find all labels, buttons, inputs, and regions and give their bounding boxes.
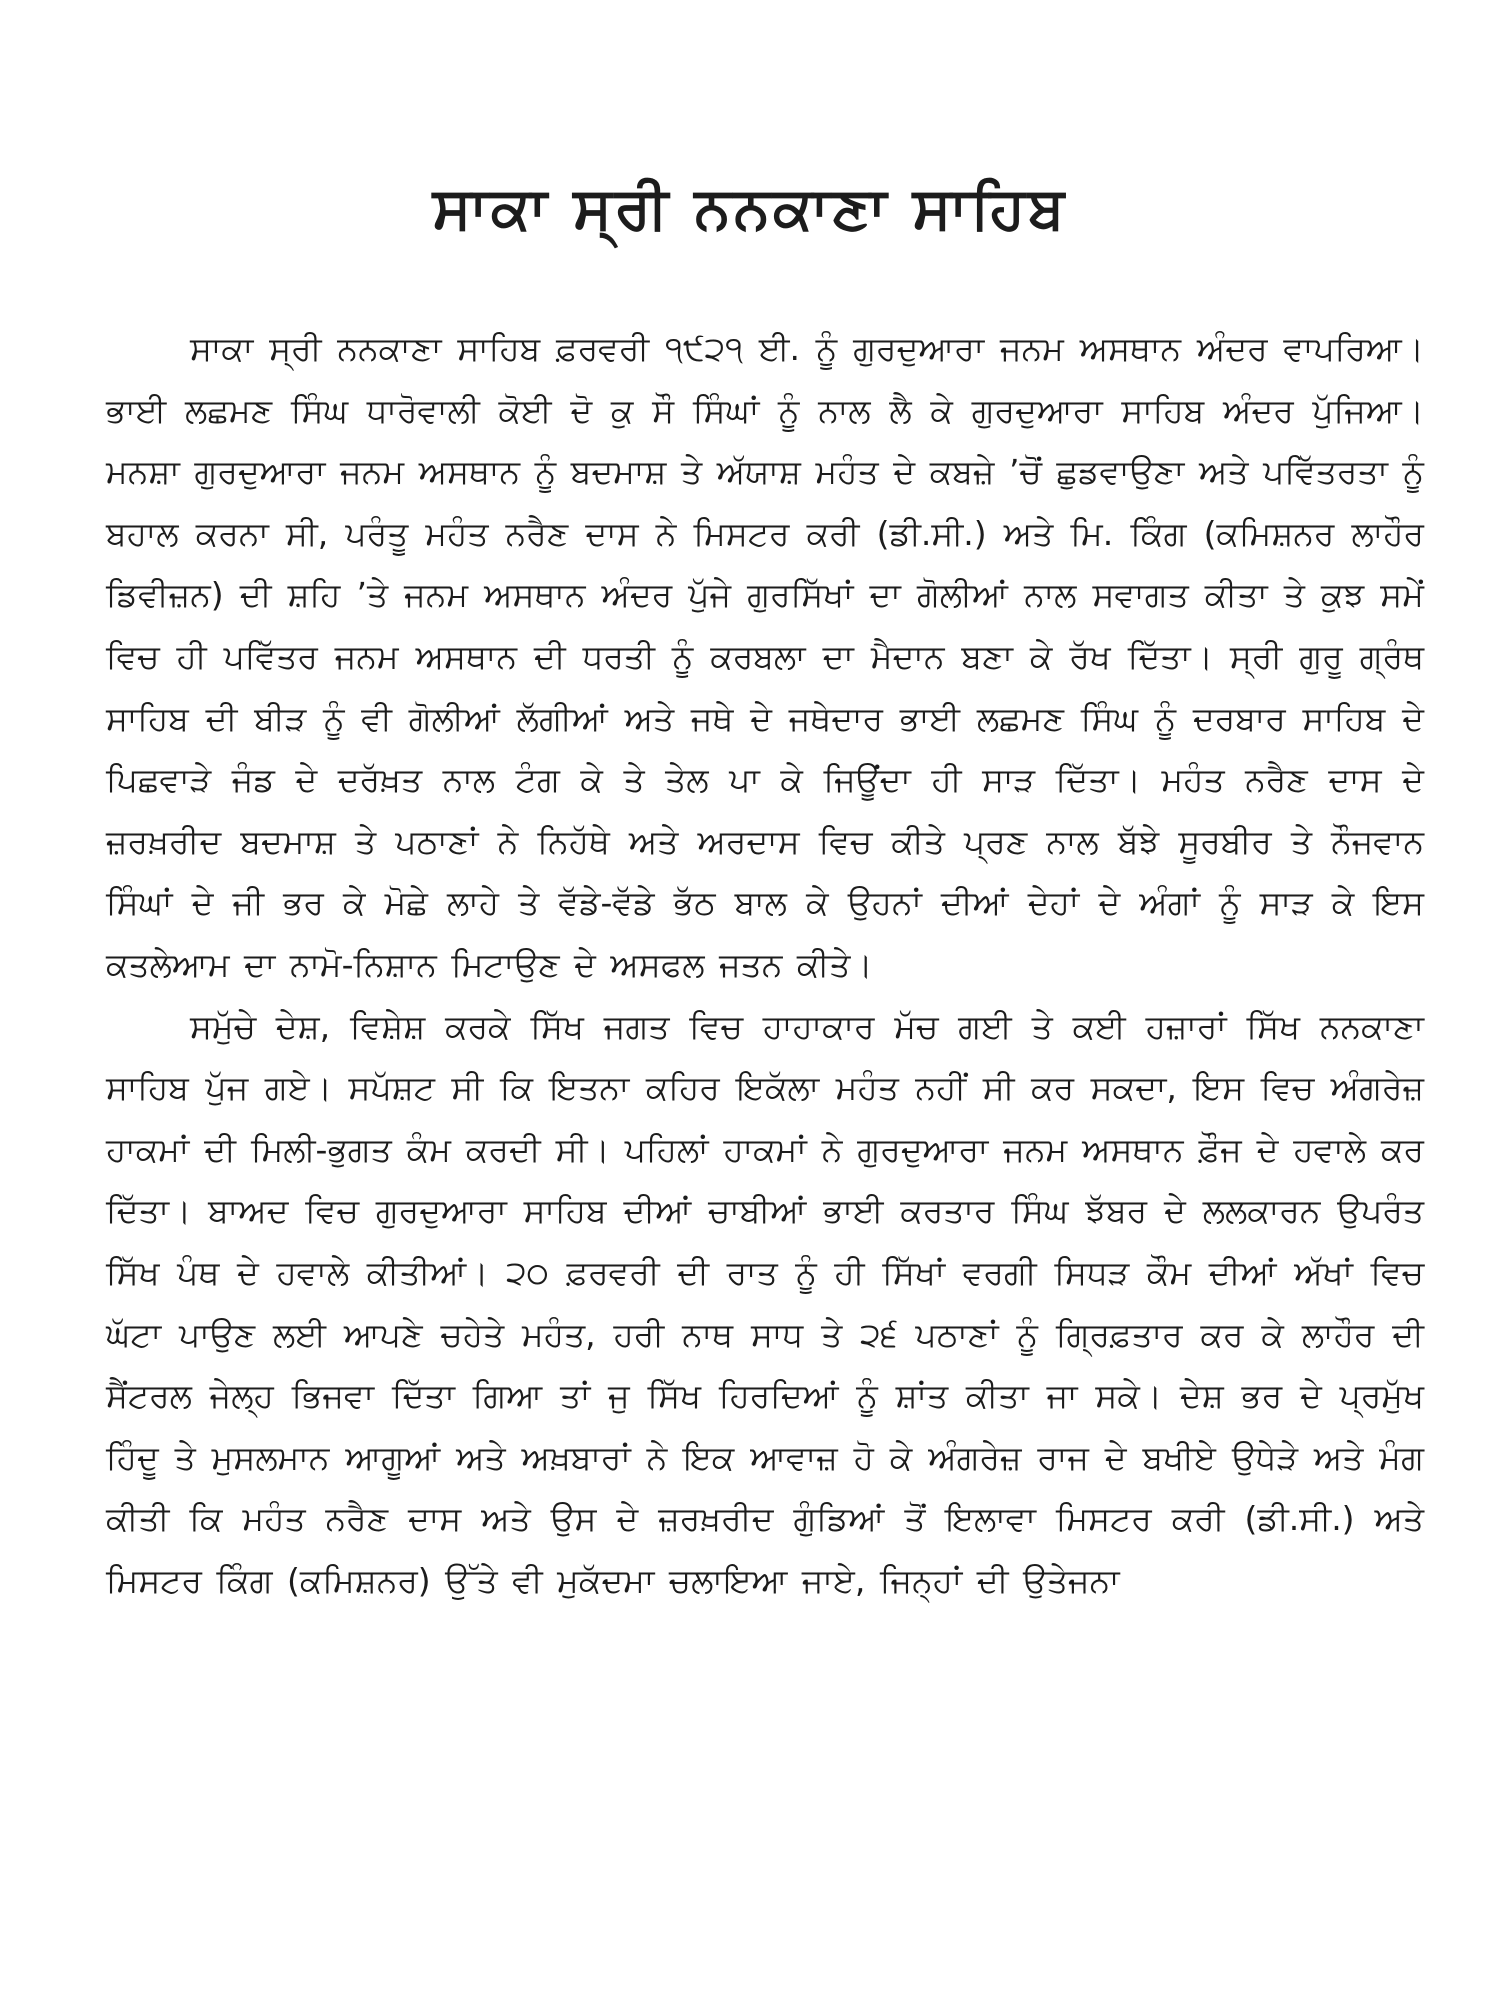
article-body	[106, 318, 1424, 1611]
page-title: ਸਾਕਾ ਸ੍ਰੀ ਨਨਕਾਣਾ ਸਾਹਿਬ	[432, 174, 1068, 242]
paragraph-1: ਸਾਕਾ ਸ੍ਰੀ ਨਨਕਾਣਾ ਸਾਹਿਬ ਫ਼ਰਵਰੀ ੧੯੨੧ ਈ. ਨੂੰ ਗੁਰਦੁਆਰਾ ਜਨਮ ਅਸਥਾਨ ਅੰਦਰ ਵਾਪਰਿਆ। ਭਾਈ ਲਛਮਣ ਸਿੰਘ ਧਾਰੋਵਾਲੀ ਕੋਈ ਦੋ ਕੁ ਸੌ ਸਿੰਘਾਂ ਨੂੰ ਨਾਲ ਲੈ ਕੇ ਗੁਰਦੁਆਰਾ ਸਾਹਿਬ ਅੰਦਰ ਪੁੱਜਿਆ। ਮਨਸ਼ਾ ਗੁਰਦੁਆਰਾ ਜਨਮ ਅਸਥਾਨ ਨੂੰ ਬਦਮਾਸ਼ ਤੇ ਅੱਯਾਸ਼ ਮਹੰਤ ਦੇ ਕਬਜ਼ੇ ’ਚੋਂ ਛੁਡਵਾਉਣਾ ਅਤੇ ਪਵਿੱਤਰਤਾ ਨੂੰ ਬਹਾਲ ਕਰਨਾ ਸੀ, ਪਰੰਤੂ ਮਹੰਤ ਨਰੈਣ ਦਾਸ ਨੇ ਮਿਸਟਰ ਕਰੀ (ਡੀ.ਸੀ.) ਅਤੇ ਮਿ. ਕਿੰਗ (ਕਮਿਸ਼ਨਰ ਲਾਹੌਰ ਡਿਵੀਜ਼ਨ) ਦੀ ਸ਼ਹਿ ’ਤੇ ਜਨਮ ਅਸਥਾਨ ਅੰਦਰ ਪੁੱਜੇ ਗੁਰਸਿੱਖਾਂ ਦਾ ਗੋਲੀਆਂ ਨਾਲ ਸਵਾਗਤ ਕੀਤਾ ਤੇ ਕੁਝ ਸਮੇਂ ਵਿਚ ਹੀ ਪਵਿੱਤਰ ਜਨਮ ਅਸਥਾਨ ਦੀ ਧਰਤੀ ਨੂੰ ਕਰਬਲਾ ਦਾ ਮੈਦਾਨ ਬਣਾ ਕੇ ਰੱਖ ਦਿੱਤਾ। ਸ੍ਰੀ ਗੁਰੂ ਗ੍ਰੰਥ ਸਾਹਿਬ ਦੀ ਬੀੜ ਨੂੰ ਵੀ ਗੋਲੀਆਂ ਲੱਗੀਆਂ ਅਤੇ ਜਥੇ ਦੇ ਜਥੇਦਾਰ ਭਾਈ ਲਛਮਣ ਸਿੰਘ ਨੂੰ ਦਰਬਾਰ ਸਾਹਿਬ ਦੇ ਪਿਛਵਾੜੇ ਜੰਡ ਦੇ ਦਰੱਖ਼ਤ ਨਾਲ ਟੰਗ ਕੇ ਤੇ ਤੇਲ ਪਾ ਕੇ ਜਿਊਂਦਾ ਹੀ ਸਾੜ ਦਿੱਤਾ। ਮਹੰਤ ਨਰੈਣ ਦਾਸ ਦੇ ਜ਼ਰਖ਼ਰੀਦ ਬਦਮਾਸ਼ ਤੇ ਪਠਾਣਾਂ ਨੇ ਨਿਹੱਥੇ ਅਤੇ ਅਰਦਾਸ ਵਿਚ ਕੀਤੇ ਪ੍ਰਣ ਨਾਲ ਬੱਝੇ ਸੂਰਬੀਰ ਤੇ ਨੌਜਵਾਨ ਸਿੰਘਾਂ ਦੇ ਜੀ ਭਰ ਕੇ ਮੋਛੇ ਲਾਹੇ ਤੇ ਵੱਡੇ-ਵੱਡੇ ਭੱਠ ਬਾਲ ਕੇ ਉਹਨਾਂ ਦੀਆਂ ਦੇਹਾਂ ਦੇ ਅੰਗਾਂ ਨੂੰ ਸਾੜ ਕੇ ਇਸ ਕਤਲੇਆਮ ਦਾ ਨਾਮੋ-ਨਿਸ਼ਾਨ ਮਿਟਾਉਣ ਦੇ ਅਸਫਲ ਜਤਨ ਕੀਤੇ।	[106, 329, 1424, 984]
paragraph-2: ਸਮੁੱਚੇ ਦੇਸ਼, ਵਿਸ਼ੇਸ਼ ਕਰਕੇ ਸਿੱਖ ਜਗਤ ਵਿਚ ਹਾਹਾਕਾਰ ਮੱਚ ਗਈ ਤੇ ਕਈ ਹਜ਼ਾਰਾਂ ਸਿੱਖ ਨਨਕਾਣਾ ਸਾਹਿਬ ਪੁੱਜ ਗਏ। ਸਪੱਸ਼ਟ ਸੀ ਕਿ ਇਤਨਾ ਕਹਿਰ ਇਕੱਲਾ ਮਹੰਤ ਨਹੀਂ ਸੀ ਕਰ ਸਕਦਾ, ਇਸ ਵਿਚ ਅੰਗਰੇਜ਼ ਹਾਕਮਾਂ ਦੀ ਮਿਲੀ-ਭੁਗਤ ਕੰਮ ਕਰਦੀ ਸੀ। ਪਹਿਲਾਂ ਹਾਕਮਾਂ ਨੇ ਗੁਰਦੁਆਰਾ ਜਨਮ ਅਸਥਾਨ ਫ਼ੌਜ ਦੇ ਹਵਾਲੇ ਕਰ ਦਿੱਤਾ। ਬਾਅਦ ਵਿਚ ਗੁਰਦੁਆਰਾ ਸਾਹਿਬ ਦੀਆਂ ਚਾਬੀਆਂ ਭਾਈ ਕਰਤਾਰ ਸਿੰਘ ਝੱਬਰ ਦੇ ਲਲਕਾਰਨ ਉਪਰੰਤ ਸਿੱਖ ਪੰਥ ਦੇ ਹਵਾਲੇ ਕੀਤੀਆਂ। ੨੦ ਫ਼ਰਵਰੀ ਦੀ ਰਾਤ ਨੂੰ ਹੀ ਸਿੱਖਾਂ ਵਰਗੀ ਸਿਧੜ ਕੌਮ ਦੀਆਂ ਅੱਖਾਂ ਵਿਚ ਘੱਟਾ ਪਾਉਣ ਲਈ ਆਪਣੇ ਚਹੇਤੇ ਮਹੰਤ, ਹਰੀ ਨਾਥ ਸਾਧ ਤੇ ੨੬ ਪਠਾਣਾਂ ਨੂੰ ਗ੍ਰਿਫ਼ਤਾਰ ਕਰ ਕੇ ਲਾਹੌਰ ਦੀ ਸੈਂਟਰਲ ਜੇਲ੍ਹ ਭਿਜਵਾ ਦਿੱਤਾ ਗਿਆ ਤਾਂ ਜੁ ਸਿੱਖ ਹਿਰਦਿਆਂ ਨੂੰ ਸ਼ਾਂਤ ਕੀਤਾ ਜਾ ਸਕੇ। ਦੇਸ਼ ਭਰ ਦੇ ਪ੍ਰਮੁੱਖ ਹਿੰਦੂ ਤੇ ਮੁਸਲਮਾਨ ਆਗੂਆਂ ਅਤੇ ਅਖ਼ਬਾਰਾਂ ਨੇ ਇਕ ਆਵਾਜ਼ ਹੋ ਕੇ ਅੰਗਰੇਜ਼ ਰਾਜ ਦੇ ਬਖੀਏ ਉਧੇੜੇ ਅਤੇ ਮੰਗ ਕੀਤੀ ਕਿ ਮਹੰਤ ਨਰੈਣ ਦਾਸ ਅਤੇ ਉਸ ਦੇ ਜ਼ਰਖ਼ਰੀਦ ਗੁੰਡਿਆਂ ਤੋਂ ਇਲਾਵਾ ਮਿਸਟਰ ਕਰੀ (ਡੀ.ਸੀ.) ਅਤੇ ਮਿਸਟਰ ਕਿੰਗ (ਕਮਿਸ਼ਨਰ) ਉੱਤੇ ਵੀ ਮੁਕੱਦਮਾ ਚਲਾਇਆ ਜਾਏ, ਜਿਨ੍ਹਾਂ ਦੀ ਉਤੇਜਨਾ	[106, 1006, 1424, 1600]
